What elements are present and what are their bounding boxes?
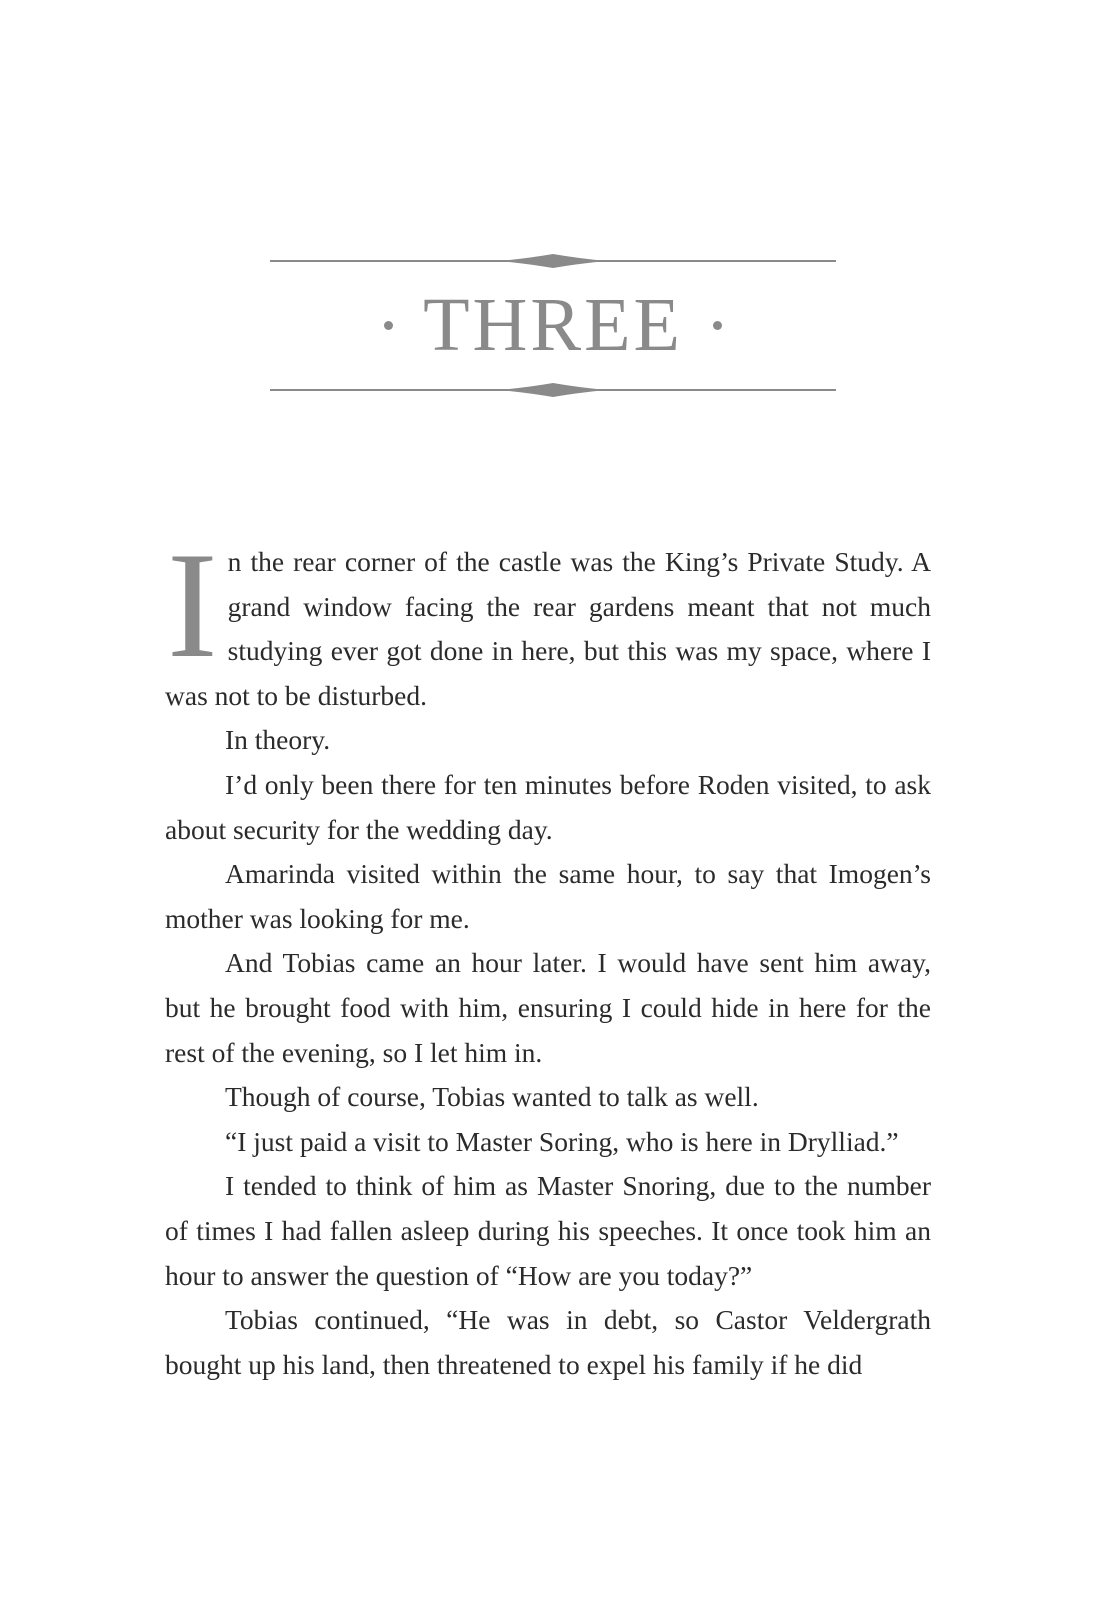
paragraph-text: n the rear corner of the castle was the King’s Private Study. A grand window facing the rear gardens meant that not much studying ever got done in here, but this was my space, where I was not to be disturbed. xyxy=(165,546,931,711)
chapter-heading xyxy=(270,280,836,370)
drop-cap: I xyxy=(167,521,218,689)
chapter-body xyxy=(165,521,931,1387)
paragraph: I’d only been there for ten minutes before Roden visited, to ask about security for the wedding day. xyxy=(165,768,931,845)
paragraph: Tobias continued, “He was in debt, so Castor Veldergrath bought up his land, then threatened to expel his family if he did xyxy=(165,1304,931,1380)
paragraph: I tended to think of him as Master Snoring, due to the number of times I had fallen asleep during his speeches. It once took him an hour to answer the question of “How are you today?” xyxy=(165,1170,931,1291)
bullet-dot-right xyxy=(713,321,722,330)
paragraph: Though of course, Tobias wanted to talk as well. xyxy=(225,1081,759,1113)
bullet-dot-left xyxy=(384,321,393,330)
paragraph xyxy=(165,521,931,718)
paragraph: “I just paid a visit to Master Soring, who is here in Drylliad.” xyxy=(225,1125,899,1157)
paragraph: And Tobias came an hour later. I would have sent him away, but he brought food with him, ensuring I could hide in here for the rest of the evening, so I let him in. xyxy=(165,947,931,1068)
chapter-ornament-top xyxy=(270,251,836,271)
chapter-ornament-bottom xyxy=(270,380,836,400)
paragraph: In theory. xyxy=(225,724,331,756)
paragraph: Amarinda visited within the same hour, to say that Imogen’s mother was looking for me. xyxy=(165,858,931,934)
chapter-title: THREE xyxy=(423,283,683,367)
